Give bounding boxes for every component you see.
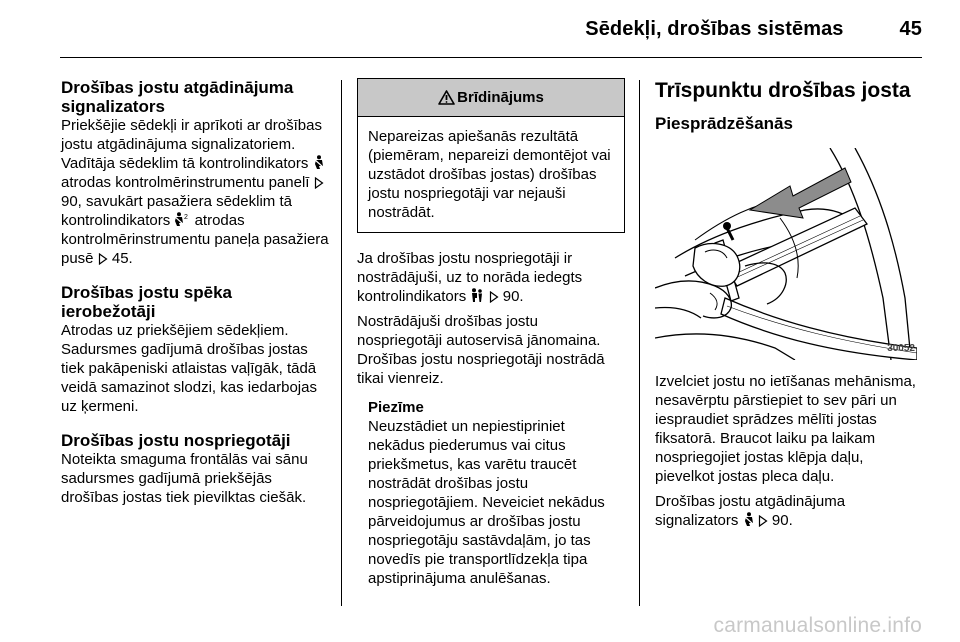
warning-header	[358, 79, 624, 117]
column-3	[655, 78, 917, 530]
page-number: 45	[899, 18, 922, 40]
page-title: Sēdekļi, drošības sistēmas	[585, 18, 844, 40]
section-heading-seatbelt-reminder: Drošības jostu atgādinājuma signalizators	[61, 78, 294, 116]
column-divider-2	[639, 80, 640, 606]
figure-number: 30052	[887, 343, 915, 354]
section-heading-pretensioners: Drošības jostu nospriegotāji	[61, 431, 291, 450]
fastening-instructions-text: Izvelciet jostu no ietīšanas mehānisma, nesavērptu pārstiepiet to sev pāri un iespraudiet sprādzes mēlīti jostas fiksatorā. Braucot laiku pa laikam nospriegojiet jostas klēpja daļu, pievelkot jostas pleca daļu.	[655, 373, 916, 485]
page-reference-arrow-icon	[758, 515, 768, 527]
watermark: carmanualsonline.info	[713, 614, 922, 637]
force-limiters-text: Atrodas uz priekšējiem sēdekļiem. Sadursmes gadījumā drošības jostas tiek pakāpeniski atlaistas vaļīgāk, tādā veidā samazinot slodzi, kas iedarbojas uz ķermeni.	[61, 322, 317, 415]
seatbelt-illustration	[655, 148, 917, 360]
seatbelt-warning-icon	[313, 155, 324, 170]
column-2	[357, 78, 625, 588]
note-title: Piezīme	[368, 399, 424, 416]
warning-title: Brīdinājums	[457, 89, 544, 106]
svg-text:2: 2	[184, 214, 189, 221]
column-1	[61, 78, 329, 507]
note-text: Neuzstādiet un nepiestipriniet nekādus piederumus vai citus priekšmetus, kas varētu traucēt nostrādāt drošības jostu nospriegotājiem. Neveiciet nekādus pārveidojumus ar drošības jostu nospriegotāju sastāvdaļām, jo tas novedīs pie transportlīdzekļa tipa apstiprinājuma anulēšanas.	[368, 418, 605, 587]
page-reference-arrow-icon	[314, 177, 324, 189]
seatbelt-passenger-icon	[174, 212, 190, 227]
column-divider-1	[341, 80, 342, 606]
pretensioner-indicator-text: Ja drošības jostu nospriegotāji ir nostrādājuši, uz to norāda iedegts kontrolindikators 90.	[357, 250, 583, 305]
header-rule	[60, 57, 922, 58]
pretensioners-text: Noteikta smaguma frontālās vai sānu sadursmes gadījumā priekšējās drošības jostas tiek pievilktas ciešāk.	[61, 451, 308, 506]
pretensioner-icon	[470, 288, 484, 303]
section-heading-three-point-belt: Trīspunktu drošības josta	[655, 79, 911, 102]
page-header	[585, 18, 922, 41]
subheading-fastening: Piesprādzēšanās	[655, 114, 793, 133]
page-reference-arrow-icon	[489, 291, 499, 303]
seatbelt-reminder-text: Priekšējie sēdekļi ir aprīkoti ar drošības jostu atgādinājuma signalizatoriem. Vadītāja sēdeklim tā kontrolindikators atrodas kontrolmērinstrumentu panelī 90, savukārt pasažiera sēdeklim tā kontrolindikators 2 atrodas kontrolmērinstrumentu paneļa pasažiera pusē 45.	[61, 117, 329, 267]
reminder-reference-text: Drošības jostu atgādinājuma signalizators 90.	[655, 493, 846, 529]
seatbelt-buckling-figure	[655, 148, 917, 360]
section-heading-force-limiters: Drošības jostu spēka ierobežotāji	[61, 283, 233, 321]
warning-triangle-icon	[438, 90, 455, 105]
warning-box	[357, 78, 625, 233]
pretensioner-replace-text: Nostrādājuši drošības jostu nospriegotāji autoservisā jānomaina. Drošības jostu nospriegotāji nostrādā tikai vienreiz.	[357, 313, 605, 387]
seatbelt-warning-icon	[743, 512, 754, 527]
page-reference-arrow-icon	[98, 253, 108, 265]
note-block	[357, 398, 625, 588]
warning-text: Nepareizas apiešanās rezultātā (piemēram, nepareizi demontējot vai uzstādot drošības jostas) drošības jostu nospriegotāji var nejauši nostrādāt.	[368, 128, 611, 221]
